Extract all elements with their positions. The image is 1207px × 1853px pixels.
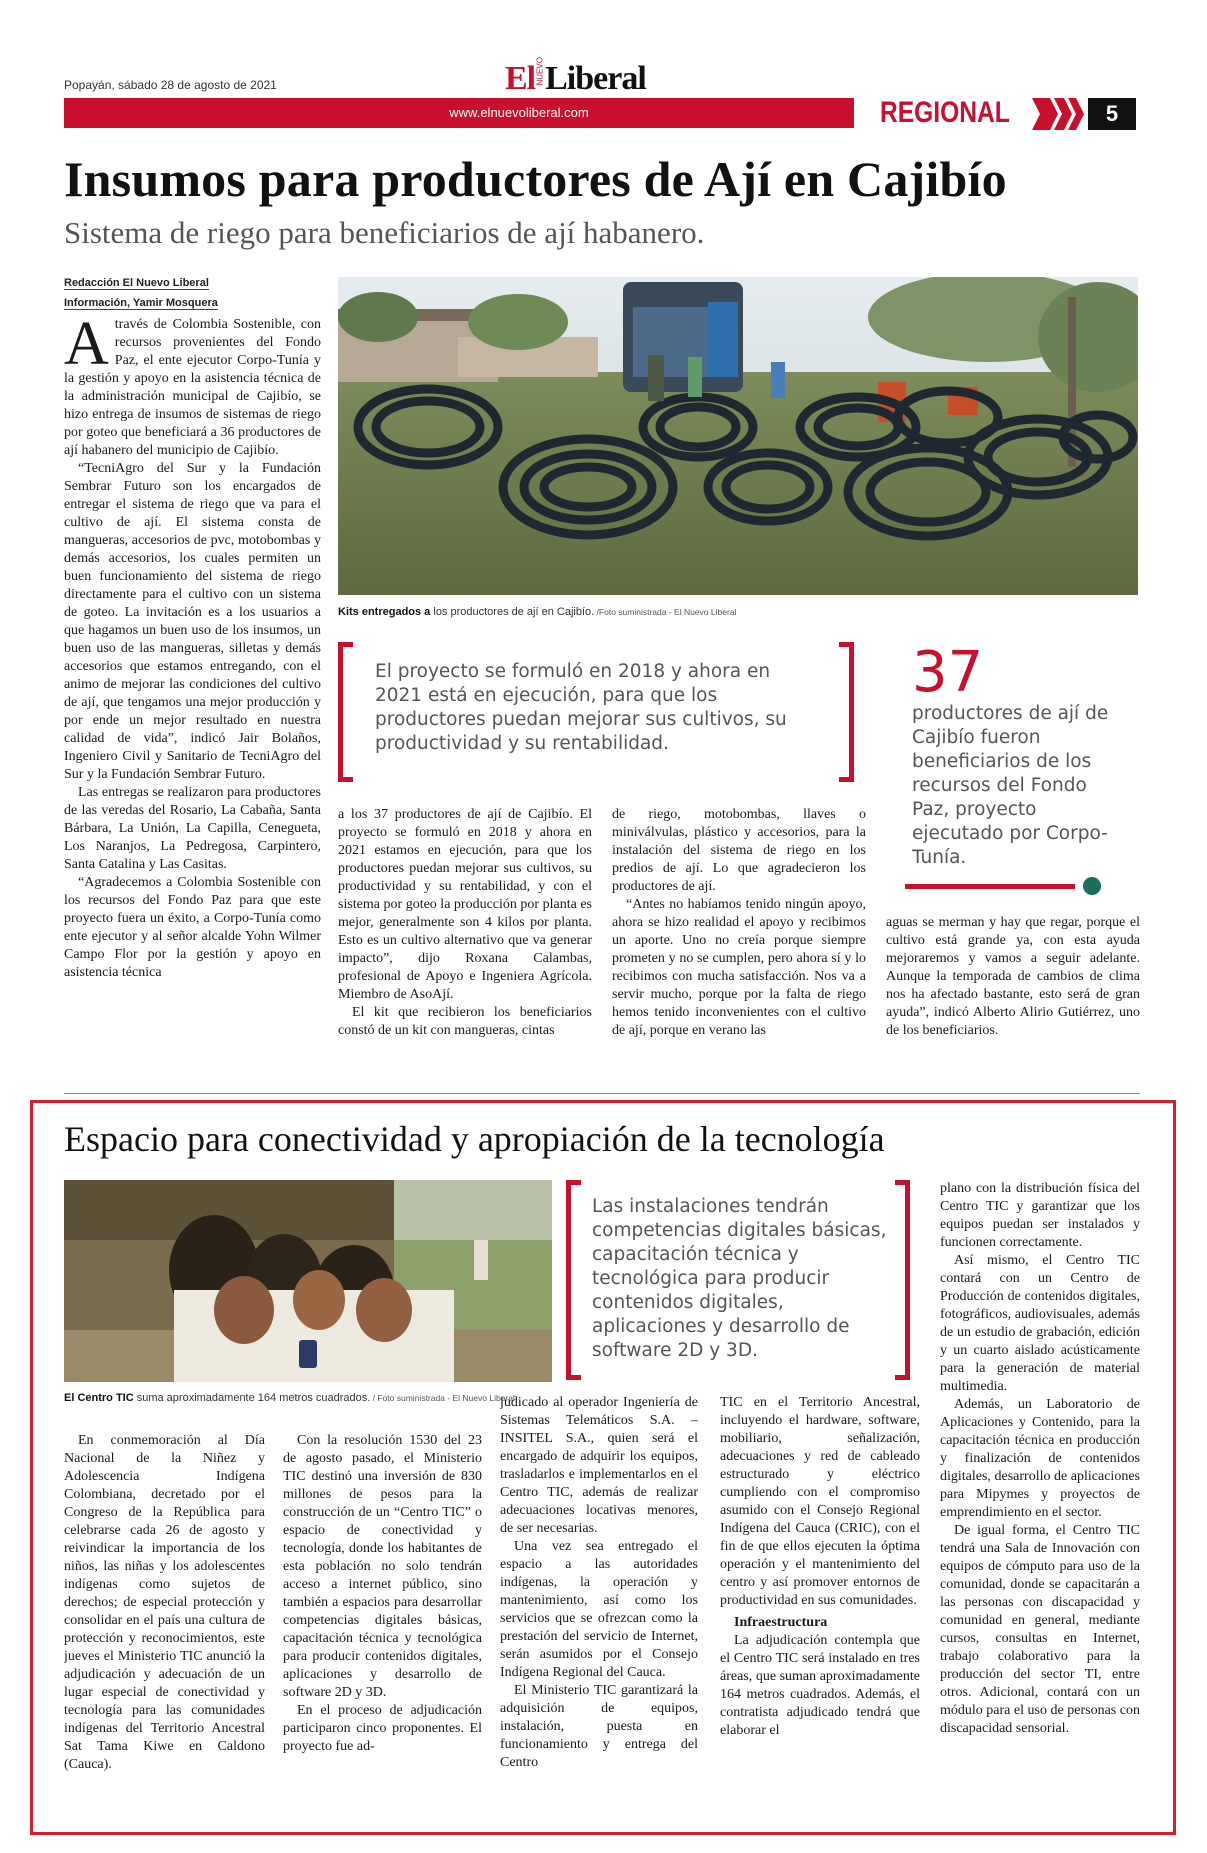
article1-paragraph: “TecniAgro del Sur y la Fundación Sembrar Futuro son los encargados de entregar el sistema de riego que va para el cultivo de ají. El sistema consta de mangueras, accesorios de pvc, motobombas y demás accesorios, los cuales permiten un buen funcionamiento del sistema de riego directamente para el cultivo con un sistema de goteo. La invitación es a los usuarios a que hagamos un buen uso de los insumos, un buen uso de las mangueras, silletas y demás accesorios que estamos entregando, con el animo de mejorar las condiciones del cultivo de ají, que tengamos una mejor producción y por ende un mejor resultado en nuestra calidad de vida”, indicó Jair Bolaños, Ingeniero Civil y Sanitario de TecniAgro del Sur y la Fundación Sembrar Futuro. [64,461,321,782]
article1-paragraph: “Antes no habíamos tenido ningún apoyo, ahora se hizo realidad el apoyo y recibimos un aporte. Uno no creía porque siempre prometen y no se cumplen, pero ahora sí y lo recibimos con mucha satisfacción. Nos va a servir mucho, porque por la falta de riego hemos tenido inconvenientes con el cultivo de ají, porque en verano las [612,897,866,1038]
photo1-caption-lead: Kits entregados a [338,606,431,618]
article2-column-1 [64,1432,265,1817]
byline-reporter: Información, Yamir Mosquera [64,297,218,309]
centro-tic-photo-illustration [64,1180,552,1382]
article2-column-2 [283,1432,482,1817]
dateline: Popayán, sábado 28 de agosto de 2021 [64,78,277,92]
centro-tic-photo [64,1180,552,1382]
dropcap-letter: A [64,316,109,378]
article2-headline: Espacio para conectividad y apropiación de la tecnología [64,1119,885,1159]
logo-el-text: El [505,60,536,97]
byline-newsroom: Redacción El Nuevo Liberal [64,277,209,289]
photo2-caption-text: suma aproximadamente 164 metros cuadrados. [133,1392,371,1404]
article2-paragraph: Una vez sea entregado el espacio a las autoridades indígenas, la operación y mantenimiento, así como los servicios que se ofrezcan como la prestación del servicio de Internet, serán asumidos por el Consejo Indígena Regional del Cauca. [500,1539,698,1680]
section-stripes-icon [1030,98,1090,130]
photo2-caption [64,1392,515,1404]
logo-liberal-text: Liberal [545,60,646,97]
article1-paragraph: “Agradecemos a Colombia Sostenible con los recursos del Fondo Paz para que este proyecto fuera un éxito, a Corpo-Tunía como ente ejecutor y al señor alcalde Yohn Wilmer Campo Flor por la gestión y apoyo en asistencia técnica [64,875,321,980]
section-label: REGIONAL [880,96,1010,129]
article1-paragraph: El kit que recibieron los beneficiarios constó de un kit con mangueras, cintas [338,1005,592,1038]
article2-paragraph: Con la resolución 1530 del 23 de agosto pasado, el Ministerio TIC destinó una inversión de 830 millones de pesos para la construcción de un “Centro TIC” o espacio de conectividad y tecnología, donde los habitantes de esta población no solo tendrán acceso a internet público, sino también a espacios para desarrollar competencias digitales básicas, capacitación técnica y tecnológica para producir contenidos digitales, aplicaciones y desarrollo de software 2D y 3D. [283,1433,482,1700]
stat-dot-icon [1083,877,1101,895]
article1-paragraph: a los 37 productores de ají de Cajibío. El proyecto se formuló en 2018 y ahora en 2021 estamos en ejecución, para que los productores puedan mejorar sus cultivos, su productividad y su rentabilidad, y con el sistema por goteo la producción por planta es mejor, generalmente son 4 kilos por planta. Esto es un cultivo alternativo que va generar impacto”, dijo Roxana Calambas, profesional de Apoyo e Ingeniera Agrícola. Miembro de AsoAjí. [338,807,592,1002]
article2-paragraph: El Ministerio TIC garantizará la adquisición de equipos, instalación, puesta en funcionamiento y entrega del Centro [500,1683,698,1770]
article2-column-3 [500,1394,698,1817]
pullquote-bracket-right [839,642,854,782]
stat-underline [905,884,1075,889]
irrigation-kits-photo [338,277,1138,595]
article1-headline: Insumos para productores de Ají en Cajibío [64,151,1007,207]
stat-number: 37 [912,640,984,705]
article1-pull-quote: El proyecto se formuló en 2018 y ahora en 2021 está en ejecución, para que los productores puedan mejorar sus cultivos, su productividad y su rentabilidad. [375,661,787,754]
photo1-caption [338,606,736,618]
article1-column-2 [338,806,592,1068]
article1-paragraph: de riego, motobombas, llaves o miniválvulas, plástico y accesorios, para la instalación del sistema de riego en los predios de ají. Lo que agradecieron los productores de ají. [612,807,866,894]
article2-paragraph: De igual forma, el Centro TIC tendrá una Sala de Innovación con equipos de cómputo para uso de la comunidad, donde se capacitarán a las personas con discapacidad y comunidad en general, mediante cursos, consultas en Internet, trabajo colaborativo para la producción del sector TI, entre otros. Adicional, contará con un módulo para el uso de personas con discapacidad sensorial. [940,1523,1140,1736]
article2-paragraph: plano con la distribución física del Centro TIC y garantizar que los equipos puedan ser instalados y funcionen correctamente. [940,1181,1140,1250]
page-number: 5 [1088,98,1136,130]
article1-column-4 [886,914,1140,1068]
article2-paragraph: judicado al operador Ingeniería de Sistemas Telemáticos S.A. – INSITEL S.A., quien será el encargado de adquirir los equipos, trasladarlos e implementarlos en el Centro TIC, además de realizar adecuaciones locativas menores, de ser necesarias. [500,1395,698,1536]
article1-paragraph: Las entregas se realizaron para productores de las veredas del Rosario, La Cabaña, Santa Bárbara, La Unión, La Capilla, Cenegueta, Los Naranjos, La Pedregosa, Carpintero, Santa Catalina y Las Casitas. [64,785,321,872]
site-url: www.elnuevoliberal.com [449,105,589,120]
article1-column-1 [64,316,321,1068]
logo-nuevo-text: NUEVO [535,57,545,86]
header-red-bar [64,98,854,128]
article1-subhead: Sistema de riego para beneficiarios de ají habanero. [64,215,705,250]
pullquote-bracket-left [338,642,353,782]
article2-column-5 [940,1180,1140,1817]
photo1-credit: /Foto suministrada - El Nuevo Liberal [594,607,737,617]
article2-pull-quote: Las instalaciones tendrán competencias digitales básicas, capacitación técnica y tecnológica para producir contenidos digitales, aplicaciones y desarrollo de software 2D y 3D. [592,1196,887,1361]
article1-paragraph: aguas se merman y hay que regar, porque el cultivo está grande ya, con esta ayuda mejoraremos y vamos a seguir adelante. Aunque la temporada de cambios de clima nos ha afectado bastante, esto será de gran ayuda”, indicó Alberto Alirio Gutiérrez, uno de los beneficiarios. [886,915,1140,1038]
photo1-caption-text: los productores de ají en Cajibío. [430,606,595,618]
stat-description: productores de ají de Cajibío fueron beneficiarios de los recursos del Fondo Paz, proyecto ejecutado por Corpo-Tunía. [912,703,1109,868]
photo2-caption-lead: El Centro TIC [64,1392,134,1404]
pullquote2-bracket-right [895,1180,910,1380]
article1-paragraph: través de Colombia Sostenible, con recursos provenientes del Fondo Paz, el ente ejecutor Corpo-Tunía y la gestión y apoyo en la asistencia técnica de la administración municipal de Cajibío, se hizo entrega de insumos de sistemas de riego por goteo que beneficiará a 36 productores de ají habanero del municipio de Cajibío. [64,317,321,458]
article2-paragraph: La adjudicación contempla que el Centro TIC será instalado en tres áreas, que suman aproximadamente 164 metros cuadrados. Además, el contratista adjudicado tendrá que elaborar el [720,1633,920,1738]
article2-column-4 [720,1394,920,1817]
masthead-logo [505,57,715,97]
article2-paragraph: Así mismo, el Centro TIC contará con un Centro de Producción de contenidos digitales, fotográficos, audiovisuales, además de un estudio de grabación, edición y un cuarto aislado acústicamente para la generación de material multimedia. [940,1253,1140,1394]
photo2-credit: / Foto suministrada - El Nuevo Liberal [370,1393,515,1403]
infraestructura-subhead: Infraestructura [734,1615,828,1630]
article2-paragraph: En el proceso de adjudicación participaron cinco proponentes. El proyecto fue ad- [283,1703,482,1754]
irrigation-photo-illustration [338,277,1138,595]
article2-paragraph: Además, un Laboratorio de Aplicaciones y Contenido, para la capacitación técnica en producción y finalización de contenidos digitales, desarrollo de aplicaciones para Mipymes y proyectos de emprendimiento en el sector. [940,1397,1140,1520]
article2-paragraph: En conmemoración al Día Nacional de la Niñez y Adolescencia Indígena Colombiana, decretado por el Congreso de la República para celebrarse cada 26 de agosto y reivindicar la importancia de los niños, las niñas y los adolescentes indígenas como sujetos de derechos; de especial protección y consolidar en el país una cultura de protección y reconocimientos, este jueves el Ministerio TIC anunció la adjudicación y adecuación de un lugar especial de conectividad y tecnología para las comunidades indígenas del Territorio Ancestral Sat Tama Kiwe en Caldono (Cauca). [64,1433,265,1772]
article2-paragraph: TIC en el Territorio Ancestral, incluyendo el hardware, software, mobiliario, señalización, adecuaciones y red de cableado estructurado y eléctrico cumpliendo con el compromiso asumido con el Consejo Regional Indígena del Cauca (CRIC), con el fin de que ellos ejecuten la óptima operación y el mantenimiento del centro y así promover entornos de productividad en sus comunidades. [720,1395,920,1608]
pullquote2-bracket-left [566,1180,581,1380]
article-separator [64,1093,1140,1094]
article1-column-3 [612,806,866,1068]
